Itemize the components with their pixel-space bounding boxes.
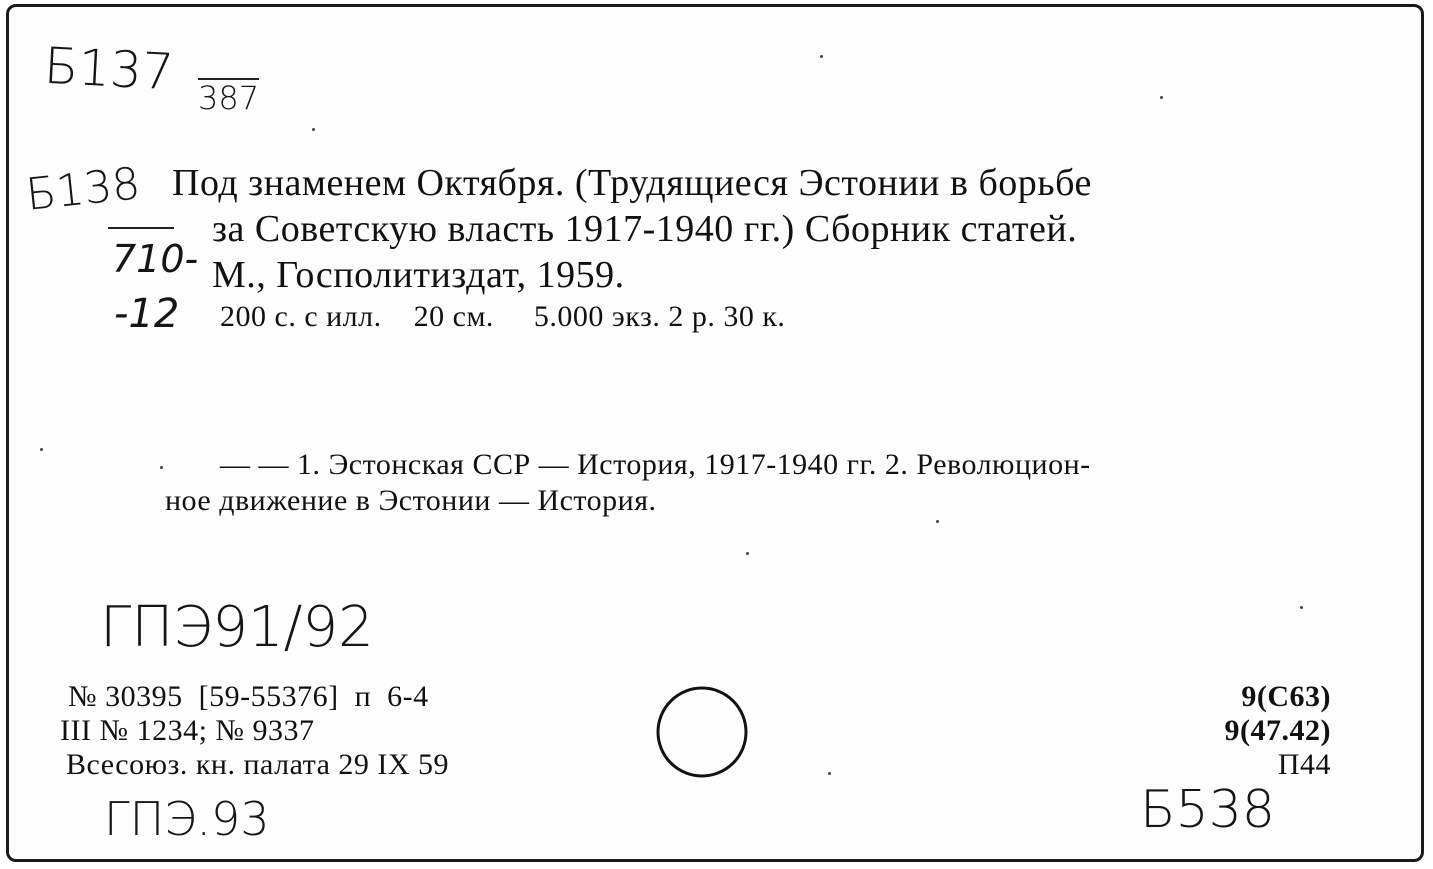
- handwritten-inventory-1: ГПЭ91/92: [100, 595, 374, 660]
- handwritten-left-number-a: 710-: [112, 237, 199, 281]
- classification-line-3: П44: [1277, 748, 1331, 781]
- handwritten-top-fraction: 387: [198, 79, 260, 117]
- title-line-1: Под знаменем Октября. (Трудящиеся Эстонии в борьбе: [172, 162, 1092, 204]
- speck: [746, 552, 749, 555]
- speck: [40, 448, 43, 451]
- speck: [820, 55, 823, 58]
- subjects-line-2: ное движение в Эстонии — История.: [165, 484, 657, 517]
- handwritten-inventory-2: ГПЭ.93: [104, 792, 270, 846]
- handwritten-top-code: Б137: [42, 36, 176, 102]
- registration-line-2: III № 1234; № 9337: [60, 714, 315, 747]
- title-line-3: М., Госполитиздат, 1959.: [212, 254, 625, 296]
- registration-line-3: Всесоюз. кн. палата 29 IX 59: [66, 748, 450, 781]
- handwritten-left-code: Б138: [23, 158, 143, 221]
- speck: [312, 128, 315, 131]
- handwritten-left-number-b: -12: [114, 291, 180, 337]
- classification-line-1: 9(С63): [1241, 680, 1331, 713]
- speck: [936, 520, 939, 523]
- speck: [1300, 606, 1303, 609]
- title-line-2: за Советскую власть 1917-1940 гг.) Сборник статей.: [212, 208, 1078, 250]
- classification-line-2: 9(47.42): [1224, 714, 1331, 747]
- punch-hole-circle: [654, 680, 754, 780]
- speck: [160, 466, 163, 469]
- registration-line-1: № 30395 [59-55376] п 6-4: [68, 680, 429, 713]
- physical-description: 200 с. с илл. 20 см. 5.000 экз. 2 р. 30 к.: [220, 300, 786, 333]
- speck: [1160, 96, 1163, 99]
- speck: [828, 772, 831, 775]
- handwritten-underline: [108, 227, 174, 229]
- subjects-line-1: — — 1. Эстонская ССР — История, 1917-1940 гг. 2. Революцион-: [220, 448, 1091, 481]
- handwritten-bottom-right-code: Б538: [1140, 780, 1275, 840]
